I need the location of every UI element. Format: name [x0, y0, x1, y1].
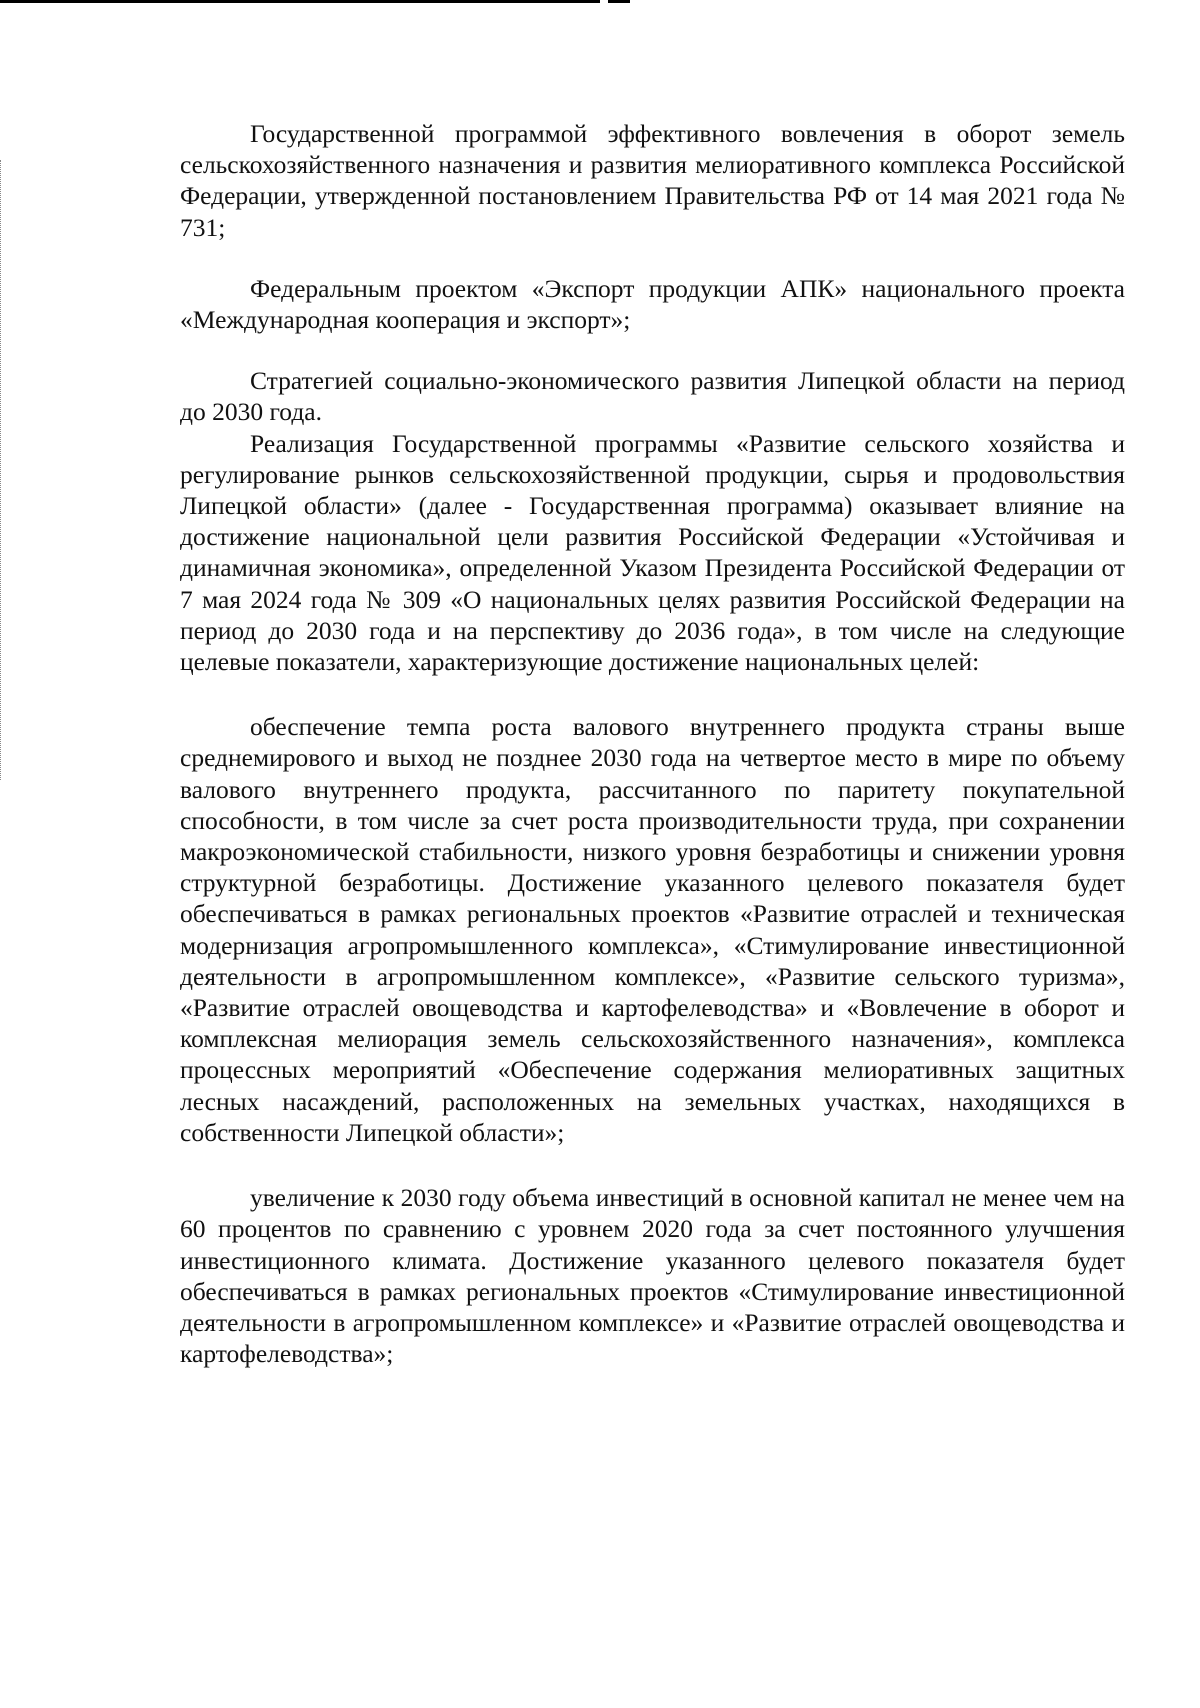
- top-scan-rule-short: [608, 0, 630, 3]
- paragraph-export-project: Федеральным проектом «Экспорт продукции АПК» национального проекта «Международная кооперация и экспорт»;: [180, 273, 1125, 335]
- paragraph-investment-target: увеличение к 2030 году объема инвестиций в основной капитал не менее чем на 60 процентов по сравнению с уровнем 2020 года за счет постоянного улучшения инвестиционного климата. Достижение указанного целевого показателя будет обеспечиваться в рамках региональных проектов «Стимулирование инвестиционной деятельности в агропромышленном комплексе» и «Развитие отраслей овощеводства и картофелеводства»;: [180, 1183, 1125, 1369]
- paragraph-program-implementation: Реализация Государственной программы «Развитие сельского хозяйства и регулирование рынков сельскохозяйственной продукции, сырья и продовольствия Липецкой области» (далее - Государственная программа) оказывает влияние на достижение национальной цели развития Российской Федерации «Устойчивая и динамичная экономика», определенной Указом Президента Российской Федерации от 7 мая 2024 года № 309 «О национальных целях развития Российской Федерации на период до 2030 года и на перспективу до 2036 года», в том числе на следующие целевые показатели, характеризующие достижение национальных целей:: [180, 428, 1125, 677]
- document-body: [180, 118, 1125, 1369]
- scan-edge-marks: [0, 160, 4, 780]
- paragraph-gdp-growth-target: обеспечение темпа роста валового внутреннего продукта страны выше среднемирового и выход не позднее 2030 года на четвертое место в мире по объему валового внутреннего продукта, рассчитанного по паритету покупательной способности, в том числе за счет роста производительности труда, при сохранении макроэкономической стабильности, низкого уровня безработицы и снижении уровня структурной безработицы. Достижение указанного целевого показателя будет обеспечиваться в рамках региональных проектов «Развитие отраслей и техническая модернизация агропромышленного комплекса», «Стимулирование инвестиционной деятельности в агропромышленном комплексе», «Развитие сельского туризма», «Развитие отраслей овощеводства и картофелеводства» и «Вовлечение в оборот и комплексная мелиорация земель сельскохозяйственного назначения», комплекса процессных мероприятий «Обеспечение содержания мелиоративных защитных лесных насаждений, расположенных на земельных участках, находящихся в собственности Липецкой области»;: [180, 712, 1125, 1147]
- paragraph-lipetsk-strategy: Стратегией социально-экономического развития Липецкой области на период до 2030 года.: [180, 366, 1125, 427]
- paragraph-state-program-land: Государственной программой эффективного вовлечения в оборот земель сельскохозяйственного назначения и развития мелиоративного комплекса Российской Федерации, утвержденной постановлением Правительства РФ от 14 мая 2021 года № 731;: [180, 119, 1125, 242]
- top-scan-rule: [0, 0, 600, 3]
